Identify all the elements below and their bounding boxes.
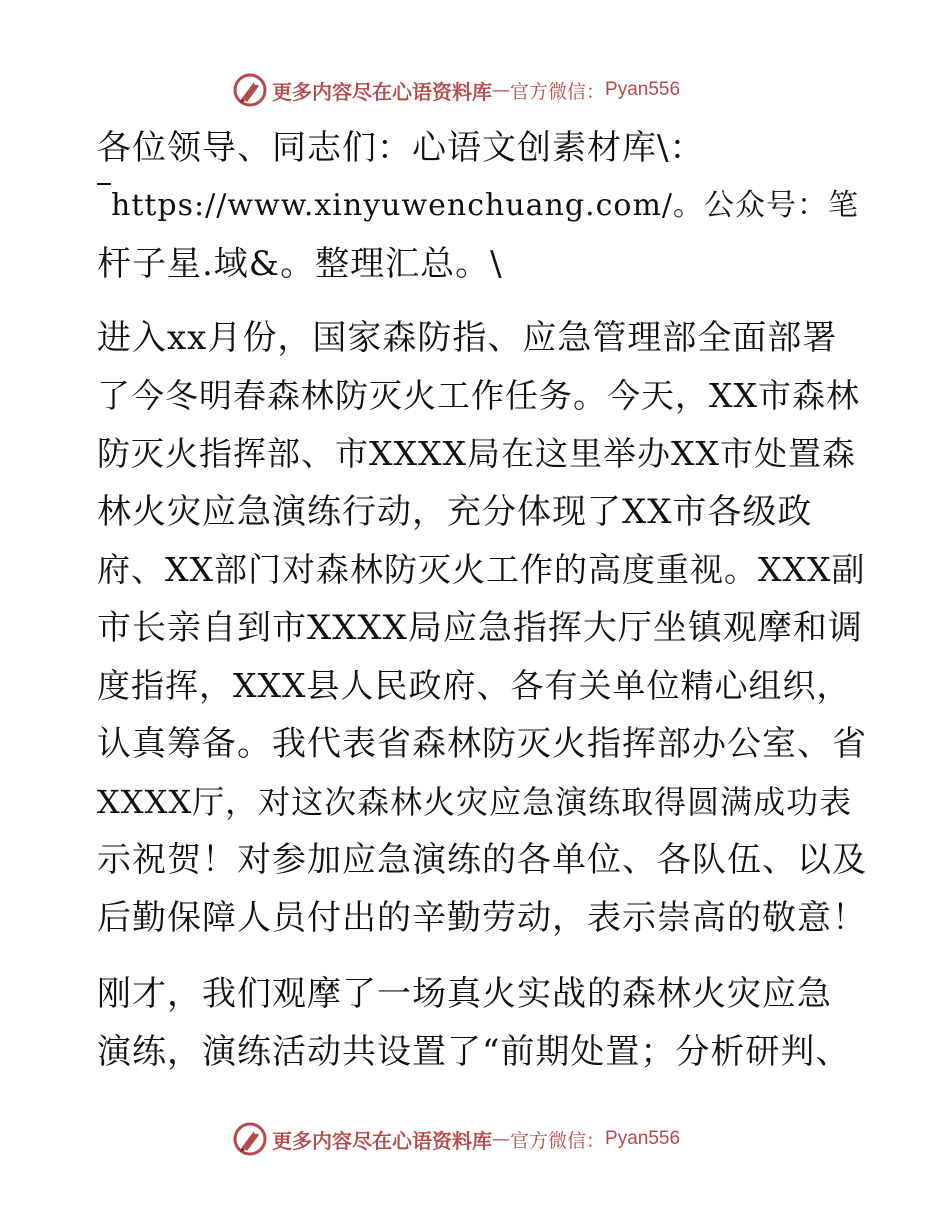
watermark-official-label: 官方微信： <box>510 1129 606 1152</box>
watermark-banner-bottom <box>232 1121 680 1157</box>
paragraph-2-line-2: 了今冬明春森林防灭火工作任务。今天，XX市森林 <box>97 376 860 415</box>
watermark-dash: — <box>492 79 510 101</box>
watermark-main-text: 更多内容尽在心语资料库 <box>272 79 492 104</box>
paragraph-2-line-8: 认真筹备。我代表省森林防灭火指挥部办公室、省 <box>97 724 867 764</box>
pen-circle-logo-icon <box>232 72 268 108</box>
watermark-dash: — <box>492 1128 510 1150</box>
paragraph-2-line-1: 进入xx月份，国家森防指、应急管理部全面部署 <box>97 318 838 358</box>
watermark-banner-top <box>232 72 680 108</box>
paragraph-1-line-2: https://www.xinyuwenchuang.com/。公众号：笔 <box>111 188 860 223</box>
paragraph-2-line-5: 府、XX部门对森林防灭火工作的高度重视。XXX副 <box>97 550 866 589</box>
paragraph-2-line-6: 市长亲自到市XXXX局应急指挥大厅坐镇观摩和调 <box>97 608 863 648</box>
paragraph-2-line-7: 度指挥，XXX县人民政府、各有关单位精心组织， <box>97 666 851 705</box>
paragraph-3-line-1: 刚才，我们观摩了一场真火实战的森林火灾应急 <box>97 974 832 1014</box>
paragraph-2-line-4: 林火灾应急演练行动，充分体现了XX市各级政 <box>97 492 813 532</box>
watermark-wechat-id: Pyan556 <box>605 79 681 100</box>
paragraph-2-line-10: 示祝贺！对参加应急演练的各单位、各队伍、以及 <box>97 840 867 880</box>
watermark-official-label: 官方微信： <box>510 80 606 103</box>
paragraph-1-line-3: 杆子星.域&。整理汇总。\ <box>97 244 503 284</box>
paragraph-1-line-1: 各位领导、同志们：心语文创素材库\： <box>97 128 705 168</box>
paragraph-2-line-9: XXXX厅，对这次森林火灾应急演练取得圆满成功表 <box>97 783 853 821</box>
watermark-main-text: 更多内容尽在心语资料库 <box>272 1128 492 1153</box>
paragraph-2-line-11: 后勤保障人员付出的辛勤劳动，表示崇高的敬意！ <box>97 898 867 938</box>
paragraph-3-line-2: 演练，演练活动共设置了“前期处置；分析研判、 <box>97 1032 851 1072</box>
paragraph-2-line-3: 防灭火指挥部、市XXXX局在这里举办XX市处置森 <box>97 434 856 473</box>
watermark-wechat-id: Pyan556 <box>605 1128 681 1149</box>
pen-circle-logo-icon <box>232 1121 268 1157</box>
line-mark <box>97 183 111 185</box>
